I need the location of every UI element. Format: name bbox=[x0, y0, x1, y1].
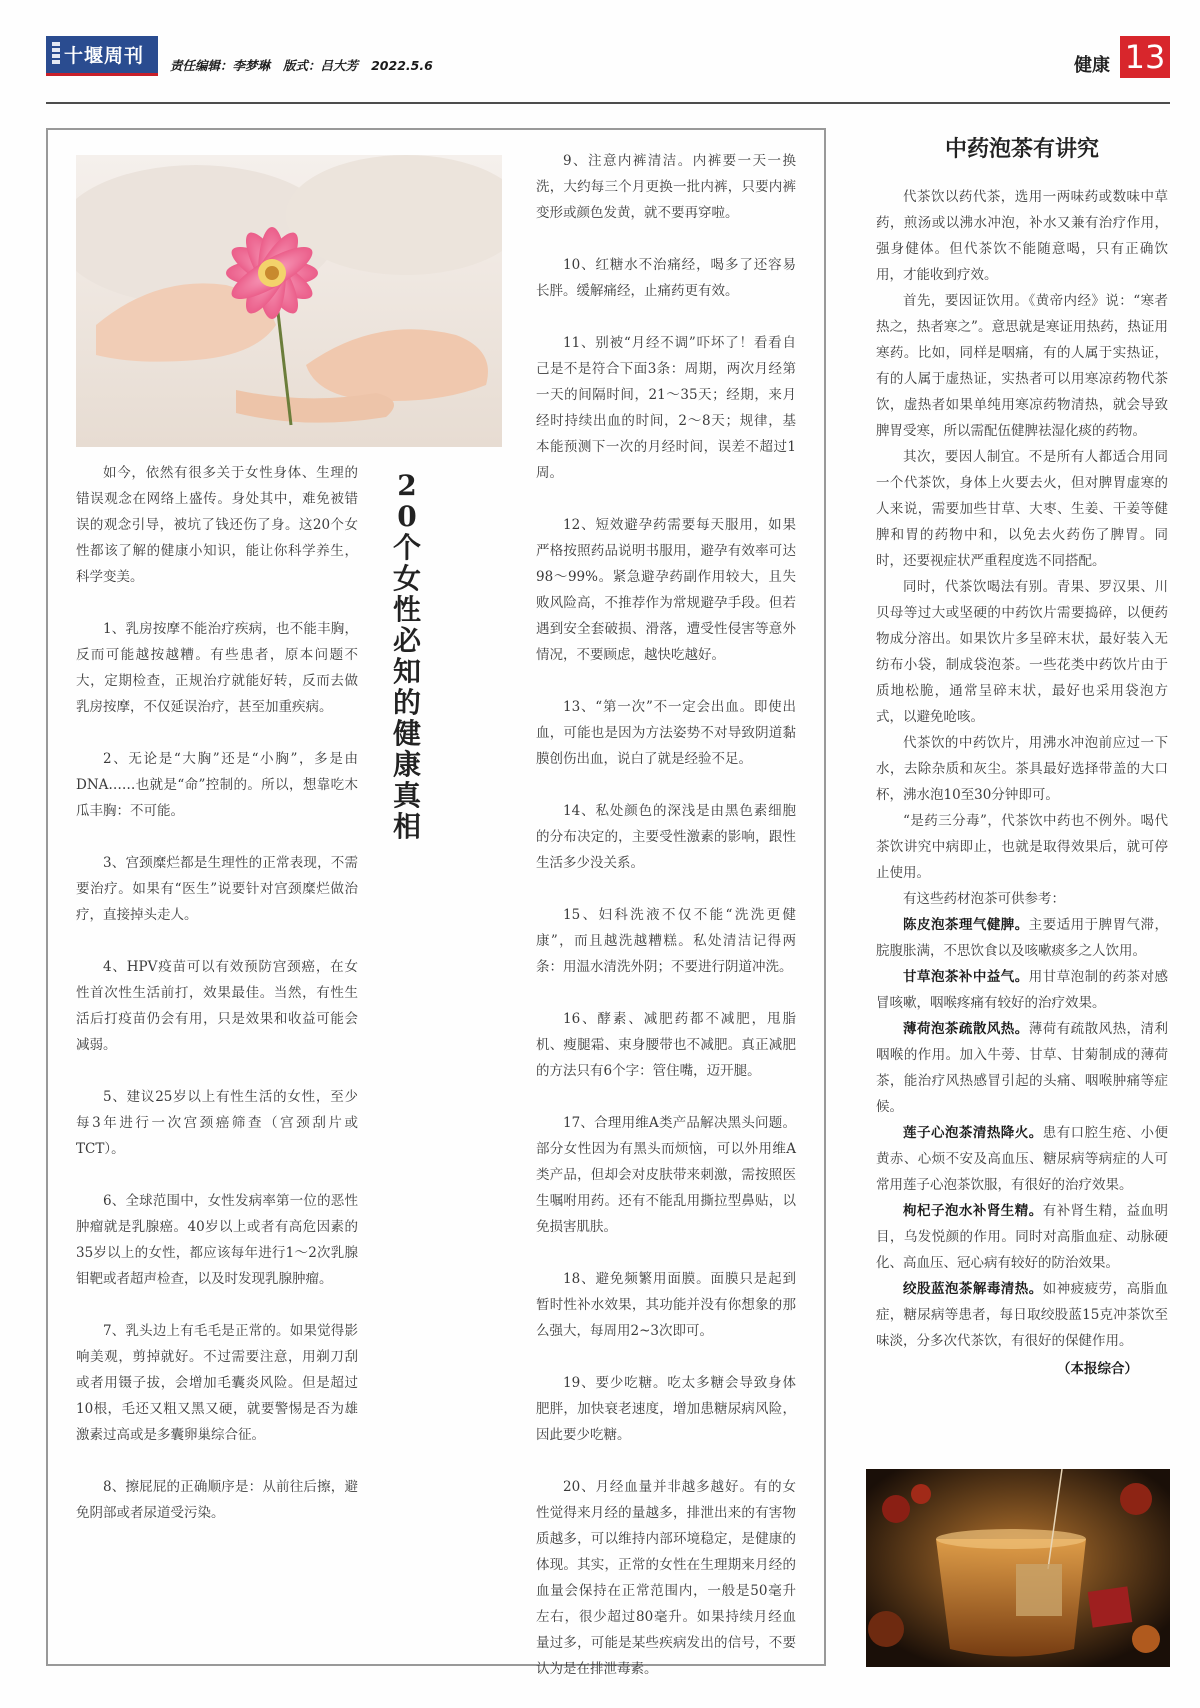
recipe-paragraph bbox=[876, 1198, 1168, 1276]
article-intro: 如今，依然有很多关于女性身体、生理的错误观念在网络上盛传。身处其中，难免被错误的观念引导，被坑了钱还伤了身。这20个女性都该了解的健康小知识，能让你科学养生，科学变美。 bbox=[76, 465, 358, 585]
recipe-heading: 绞股蓝泡茶解毒清热。 bbox=[903, 1281, 1043, 1297]
article-column-1 bbox=[76, 460, 358, 1552]
recipe-heading: 甘草泡茶补中益气。 bbox=[903, 969, 1029, 985]
health-tip-2: 2、无论是“大胸”还是“小胸”，多是由DNA……也就是“命”控制的。所以，想靠吃木瓜丰胸：不可能。 bbox=[76, 751, 358, 819]
tea-article-title: 中药泡茶有讲究 bbox=[944, 136, 1099, 162]
recipe-heading: 枸杞子泡水补肾生精。 bbox=[903, 1203, 1043, 1219]
recipe-heading: 陈皮泡茶理气健脾。 bbox=[903, 917, 1029, 933]
health-tip-16: 16、酵素、减肥药都不减肥，甩脂机、瘦腿霜、束身腰带也不减肥。真正减肥的方法只有6个字：管住嘴，迈开腿。 bbox=[536, 1011, 796, 1079]
tea-paragraph: 有这些药材泡茶可供参考： bbox=[903, 891, 1065, 907]
recipe-text: 患有口腔生疮、小便黄赤、心烦不安及高血压、糖尿病等病症的人可常用莲子心泡茶饮服，有很好的治疗效果。 bbox=[876, 1125, 1169, 1193]
newspaper-logo bbox=[46, 36, 158, 76]
tea-paragraph: 首先，要因证饮用。《黄帝内经》说：“寒者热之，热者寒之”。意思就是寒证用热药，热证用寒药。比如，同样是咽痛，有的人属于实热证，有的人属于虚热证，实热者可以用寒凉药物代茶饮，虚热者如果单纯用寒凉药物清热，就会导致脾胃受寒，所以需配伍健脾祛湿化痰的药物。 bbox=[876, 293, 1168, 439]
health-tip-13: 13、“第一次”不一定会出血。即使出血，可能也是因为方法姿势不对导致阴道黏膜创伤出血，说白了就是经验不足。 bbox=[536, 699, 796, 767]
health-tip-8: 8、擦屁屁的正确顺序是：从前往后擦，避免阴部或者尿道受污染。 bbox=[76, 1479, 358, 1521]
health-tip-7: 7、乳头边上有毛毛是正常的。如果觉得影响美观，剪掉就好。不过需要注意，用剃刀刮或者用镊子拔，会增加毛囊炎风险。但是超过10根，毛还又粗又黑又硬，就要警惕是否为雄激素过高或是多囊卵巢综合征。 bbox=[76, 1323, 358, 1443]
recipe-text: 用甘草泡制的药茶对感冒咳嗽，咽喉疼痛有较好的治疗效果。 bbox=[876, 969, 1168, 1011]
flower-hands-photo bbox=[76, 155, 502, 447]
masthead bbox=[46, 36, 1170, 78]
herbal-tea-photo bbox=[866, 1469, 1170, 1667]
article-title: 20个女性必知的健康真相 bbox=[392, 469, 421, 843]
logo-mark-icon bbox=[52, 42, 60, 68]
tea-paragraph: 其次，要因人制宜。不是所有人都适合用同一个代茶饮，身体上火要去火，但对脾胃虚寒的人来说，需要加些甘草、大枣、生姜、干姜等健脾和胃的药物中和，以免去火药伤了脾胃。同时，还要视症状严重程度选不同搭配。 bbox=[876, 449, 1168, 569]
recipe-paragraph bbox=[876, 912, 1168, 964]
tea-paragraph: “是药三分毒”，代茶饮中药也不例外。喝代茶饮讲究中病即止，也就是取得效果后，就可停止使用。 bbox=[876, 813, 1168, 881]
health-tip-20: 20、月经血量并非越多越好。有的女性觉得来月经的量越多，排泄出来的有害物质越多，可以维持内部环境稳定，是健康的体现。其实，正常的女性在生理期来月经的血量会保持在正常范围内，一般是50毫升左右，很少超过80毫升。如果持续月经血量过多，可能是某些疾病发出的信号，不要认为是在排泄毒素。 bbox=[536, 1479, 796, 1677]
tea-paragraph: 同时，代茶饮喝法有别。青果、罗汉果、川贝母等过大或坚硬的中药饮片需要捣碎，以便药物成分溶出。如果饮片多呈碎末状，最好装入无纺布小袋，制成袋泡茶。一些花类中药饮片由于质地松脆，通常呈碎末状，最好也采用袋泡方式，以避免呛咳。 bbox=[876, 579, 1168, 725]
article-byline: （本报综合） bbox=[1057, 1361, 1138, 1377]
health-tip-14: 14、私处颜色的深浅是由黑色素细胞的分布决定的，主要受性激素的影响，跟性生活多少没关系。 bbox=[536, 803, 796, 871]
health-tip-10: 10、红糖水不治痛经，喝多了还容易长胖。缓解痛经，止痛药更有效。 bbox=[536, 257, 796, 299]
recipe-text: 主要适用于脾胃气滞，脘腹胀满，不思饮食以及咳嗽痰多之人饮用。 bbox=[876, 917, 1168, 959]
page-number: 13 bbox=[1120, 36, 1170, 78]
tea-article-body bbox=[876, 184, 1168, 1382]
recipe-text: 如神疲疲劳，高脂血症，糖尿病等患者，每日取绞股蓝15克冲茶饮至味淡，分多次代茶饮，有很好的保健作用。 bbox=[876, 1281, 1169, 1349]
health-tip-5: 5、建议25岁以上有性生活的女性，至少每3年进行一次宫颈癌筛查（宫颈刮片或TCT）。 bbox=[76, 1089, 358, 1157]
tea-paragraph: 代茶饮的中药饮片，用沸水冲泡前应过一下水，去除杂质和灰尘。茶具最好选择带盖的大口杯，沸水泡10至30分钟即可。 bbox=[876, 735, 1168, 803]
health-tip-18: 18、避免频繁用面膜。面膜只是起到暂时性补水效果，其功能并没有你想象的那么强大，每周用2~3次即可。 bbox=[536, 1271, 796, 1339]
header-divider bbox=[46, 102, 1170, 104]
health-tip-11: 11、别被“月经不调”吓坏了！看看自己是不是符合下面3条：周期，两次月经第一天的间隔时间，21～35天；经期，来月经时持续出血的时间，2～8天；规律，基本能预测下一次的月经时间，误差不超过1周。 bbox=[536, 335, 796, 481]
recipe-heading: 莲子心泡茶清热降火。 bbox=[903, 1125, 1043, 1141]
health-tip-15: 15、妇科洗液不仅不能“洗洗更健康”，而且越洗越糟糕。私处清洁记得两条：用温水清洗外阴；不要进行阴道冲洗。 bbox=[536, 907, 796, 975]
health-tip-9: 9、注意内裤清洁。内裤要一天一换洗，大约每三个月更换一批内裤，只要内裤变形或颜色发黄，就不要再穿啦。 bbox=[536, 153, 796, 221]
recipe-heading: 薄荷泡茶疏散风热。 bbox=[903, 1021, 1029, 1037]
health-tip-17: 17、合理用维A类产品解决黑头问题。部分女性因为有黑头而烦恼，可以外用维A类产品，但却会对皮肤带来刺激，需按照医生嘱咐用药。还有不能乱用撕拉型鼻贴，以免损害肌肤。 bbox=[536, 1115, 796, 1235]
recipe-paragraph bbox=[876, 1120, 1168, 1198]
recipe-paragraph bbox=[876, 1016, 1168, 1120]
editor-credits: 责任编辑：李梦琳 版式：吕大芳 2022.5.6 bbox=[170, 58, 433, 73]
health-tip-1: 1、乳房按摩不能治疗疾病，也不能丰胸，反而可能越按越糟。有些患者，原本问题不大，定期检查，正规治疗就能好转，反而去做乳房按摩，不仅延误治疗，甚至加重疾病。 bbox=[76, 621, 358, 715]
recipe-paragraph bbox=[876, 1276, 1168, 1354]
health-tip-6: 6、全球范围中，女性发病率第一位的恶性肿瘤就是乳腺癌。40岁以上或者有高危因素的35岁以上的女性，都应该每年进行1～2次乳腺钼靶或者超声检查，以及时发现乳腺肿瘤。 bbox=[76, 1193, 358, 1287]
recipe-text: 薄荷有疏散风热，清利咽喉的作用。加入牛蒡、甘草、甘菊制成的薄荷茶，能治疗风热感冒引起的头痛、咽喉肿痛等症候。 bbox=[876, 1021, 1168, 1115]
newspaper-name: 十堰周刊 bbox=[64, 45, 145, 67]
health-tip-4: 4、HPV疫苗可以有效预防宫颈癌，在女性首次性生活前打，效果最佳。当然，有性生活后打疫苗仍会有用，只是效果和收益可能会减弱。 bbox=[76, 959, 358, 1053]
recipe-text: 有补肾生精，益血明目，乌发悦颜的作用。同时对高脂血症、动脉硬化、高血压、冠心病有较好的防治效果。 bbox=[876, 1203, 1169, 1271]
health-tip-19: 19、要少吃糖。吃太多糖会导致身体肥胖，加快衰老速度，增加患糖尿病风险，因此要少吃糖。 bbox=[536, 1375, 796, 1443]
health-tip-3: 3、宫颈糜烂都是生理性的正常表现，不需要治疗。如果有“医生”说要针对宫颈糜烂做治疗，直接掉头走人。 bbox=[76, 855, 358, 923]
recipe-paragraph bbox=[876, 964, 1168, 1016]
section-name: 健康 bbox=[1074, 55, 1110, 76]
tea-paragraph: 代茶饮以药代茶，选用一两味药或数味中草药，煎汤或以沸水冲泡，补水又兼有治疗作用，强身健体。但代茶饮不能随意喝，只有正确饮用，才能收到疗效。 bbox=[876, 189, 1168, 283]
article-column-2 bbox=[536, 148, 796, 1708]
health-tip-12: 12、短效避孕药需要每天服用，如果严格按照药品说明书服用，避孕有效率可达98～99%。紧急避孕药副作用较大，且失败风险高，不推荐作为常规避孕手段。但若遇到安全套破损、滑落，遭受性侵害等意外情况，不要顾虑，越快吃越好。 bbox=[536, 517, 796, 663]
